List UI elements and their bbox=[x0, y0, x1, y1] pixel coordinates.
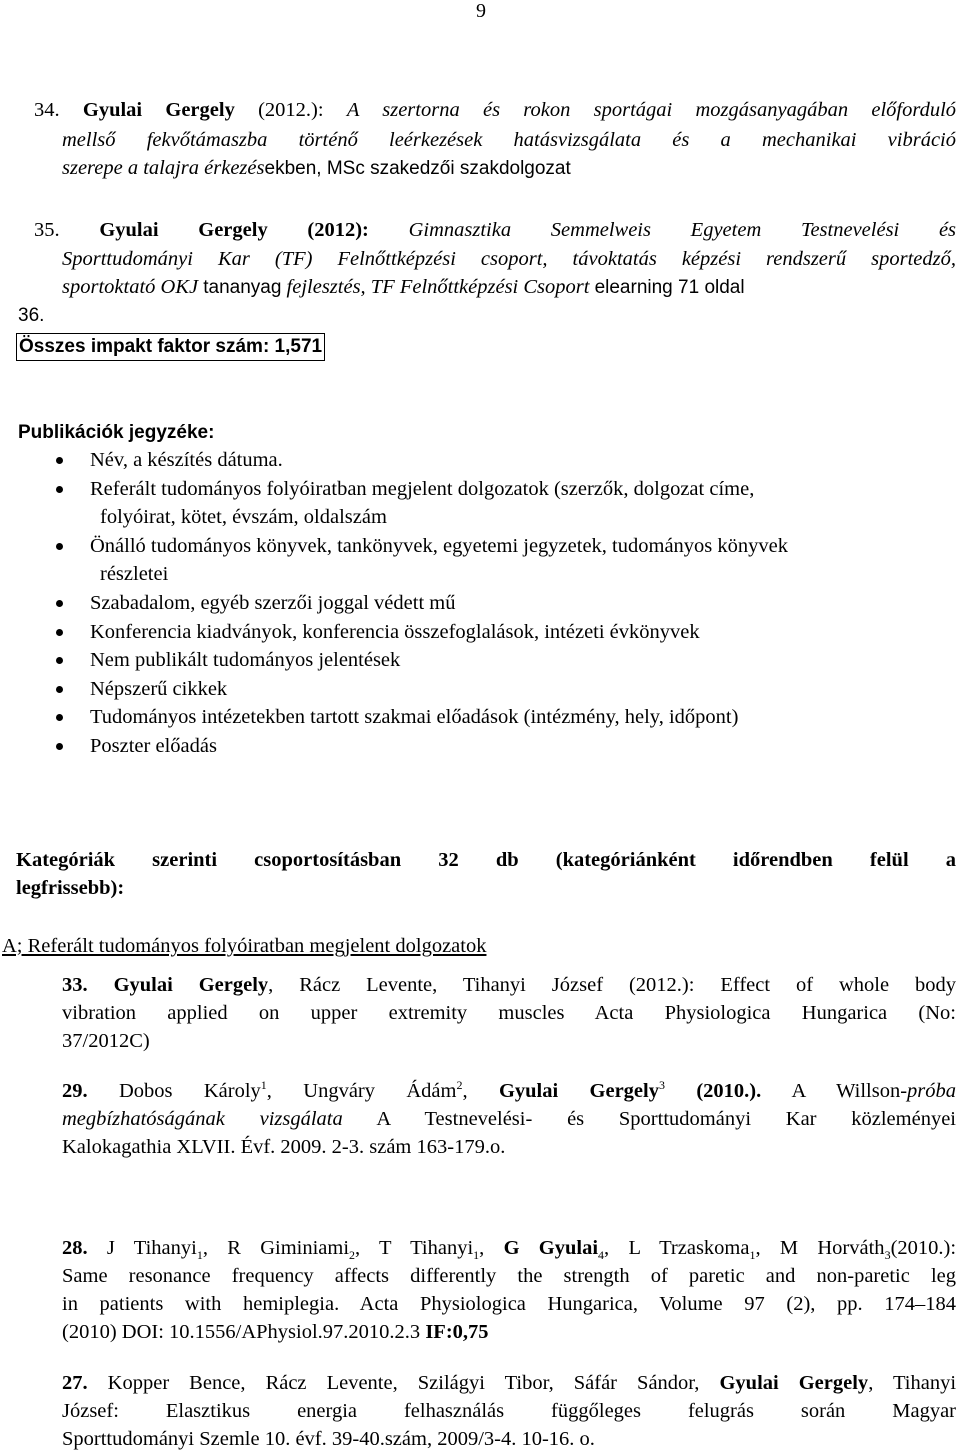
author: Gyulai Gergely bbox=[719, 1372, 869, 1394]
author: , M Horváth bbox=[755, 1237, 885, 1259]
bullet-icon bbox=[56, 743, 63, 750]
bullet-icon bbox=[56, 629, 63, 636]
pub-text: 37/2012C) bbox=[62, 1030, 150, 1052]
bullet-icon bbox=[56, 686, 63, 693]
pub-text: Kalokagathia XLVII. Évf. 2009. 2-3. szám 163-179.o. bbox=[62, 1136, 506, 1158]
page-number: 9 bbox=[476, 0, 486, 22]
year: (2010.): bbox=[890, 1237, 957, 1259]
pub-text: in patients with hemiplegia. Acta Physiologica Hungarica, Volume 97 (2), pp. 174–184 bbox=[62, 1293, 956, 1315]
bullet-icon bbox=[56, 714, 63, 721]
affiliation: 3 bbox=[658, 1078, 665, 1093]
affiliation: 1 bbox=[260, 1078, 267, 1093]
item-text: Referált tudományos folyóiratban megjelent dolgozatok (szerzők, dolgozat címe, bbox=[90, 477, 755, 500]
list-item bbox=[16, 675, 916, 704]
list-item bbox=[16, 703, 916, 732]
list-item bbox=[16, 532, 916, 589]
list-item bbox=[16, 589, 916, 618]
categories-line: legfrissebb): bbox=[16, 877, 125, 899]
title-line: szerepe a talajra érkezés bbox=[62, 157, 265, 179]
publication-28 bbox=[62, 1234, 956, 1346]
entry-35 bbox=[34, 216, 956, 244]
title-line-plain: tananyag bbox=[203, 277, 282, 298]
pub-number: 29. bbox=[62, 1080, 88, 1102]
bullet-icon bbox=[56, 600, 63, 607]
item-text-cont: részletei bbox=[100, 563, 169, 586]
item-text: Poszter előadás bbox=[90, 734, 217, 757]
affiliation: 1 bbox=[749, 1248, 756, 1263]
author: J Tihanyi bbox=[106, 1237, 197, 1259]
section-a-heading: A; Referált tudományos folyóiratban megjelent dolgozatok bbox=[2, 935, 487, 957]
author: Gyulai Gergely bbox=[113, 974, 269, 996]
author: Gyulai Gergely bbox=[498, 1080, 659, 1102]
pub-text: Sporttudományi Szemle 10. évf. 39-40.szám, 2009/3-4. 10-16. o. bbox=[62, 1428, 595, 1450]
title: Gimnasztika Semmelweis Egyetem Testnevelési és bbox=[408, 219, 957, 241]
year: (2012): bbox=[307, 219, 369, 241]
impact-factor: IF:0,75 bbox=[425, 1321, 489, 1343]
bullet-icon bbox=[56, 543, 63, 550]
author: Gyulai Gergely bbox=[99, 219, 268, 241]
entry-number: 34. bbox=[34, 99, 60, 121]
list-item bbox=[16, 475, 916, 532]
title-line: sportoktató OKJ bbox=[62, 276, 199, 298]
affiliation: 3 bbox=[884, 1248, 891, 1263]
list-item bbox=[16, 732, 916, 761]
entry-number: 35. bbox=[34, 219, 60, 241]
item-text: Népszerű cikkek bbox=[90, 677, 228, 700]
affiliation: 1 bbox=[473, 1248, 480, 1263]
title-line: fejlesztés, TF Felnőttképzési Csoport bbox=[286, 276, 590, 298]
pub-title: próba bbox=[907, 1080, 957, 1102]
pub-text: József: Elasztikus energia felhasználás függőleges felugrás során Magyar bbox=[62, 1400, 956, 1422]
author: Gyulai Gergely bbox=[82, 99, 235, 121]
bullet-icon bbox=[56, 486, 63, 493]
publication-27 bbox=[62, 1369, 956, 1453]
item-text: Nem publikált tudományos jelentések bbox=[90, 649, 401, 672]
year: (2010.). bbox=[664, 1080, 762, 1102]
pub-text: A Testnevelési- és Sporttudományi Kar közleményei bbox=[376, 1108, 956, 1130]
bullet-icon bbox=[56, 457, 63, 464]
publication-types-list bbox=[16, 446, 916, 761]
pub-number: 33. bbox=[62, 974, 88, 996]
pub-title: megbízhatóságának vizsgálata bbox=[62, 1108, 343, 1130]
item-text: Név, a készítés dátuma. bbox=[90, 449, 283, 471]
list-item bbox=[16, 446, 916, 475]
author: Kopper Bence, Rácz Levente, Szilágyi Tibor, Sáfár Sándor, bbox=[107, 1372, 700, 1394]
author: , Ungváry Ádám bbox=[266, 1080, 457, 1102]
author: Dobos Károly bbox=[118, 1080, 261, 1102]
author: , T Tihanyi bbox=[355, 1237, 474, 1259]
publications-heading: Publikációk jegyzéke: bbox=[18, 422, 215, 443]
year: (2012.): bbox=[258, 99, 324, 121]
bullet-icon bbox=[56, 657, 63, 664]
title-line: mellső fekvőtámaszba történő leérkezések hatásvizsgálata és a mechanikai vibráció bbox=[62, 129, 956, 151]
affiliation: 1 bbox=[196, 1248, 203, 1263]
separator: , bbox=[479, 1237, 504, 1259]
item-text: Szabadalom, egyéb szerzői joggal védett mű bbox=[90, 591, 456, 614]
author: G Gyulai bbox=[503, 1237, 599, 1259]
pub-text: vibration applied on upper extremity muscles Acta Physiologica Hungarica (No: bbox=[62, 1002, 956, 1024]
title-line-plain: elearning 71 oldal bbox=[594, 277, 745, 298]
author: , Tihanyi bbox=[868, 1372, 957, 1394]
item-text: Tudományos intézetekben tartott szakmai előadások (intézmény, hely, időpont) bbox=[90, 706, 739, 729]
affiliation: 2 bbox=[456, 1078, 463, 1093]
title: A szertorna és rokon sportágai mozgásanyagában előforduló bbox=[346, 99, 957, 121]
publication-33 bbox=[62, 971, 956, 1055]
pub-title: A Willson- bbox=[791, 1080, 908, 1102]
pub-text: , Rácz Levente, Tihanyi József (2012.): Effect of whole body bbox=[268, 974, 957, 996]
pub-text: Same resonance frequency affects differently the strength of paretic and non-paretic leg bbox=[62, 1265, 956, 1287]
categories-heading bbox=[16, 846, 956, 902]
item-text: Önálló tudományos könyvek, tankönyvek, egyetemi jegyzetek, tudományos könyvek bbox=[90, 534, 788, 557]
affiliation: 4 bbox=[598, 1248, 605, 1263]
separator: , bbox=[462, 1080, 499, 1102]
categories-line: Kategóriák szerinti csoportosításban 32 db (kategóriánként időrendben felül a bbox=[16, 849, 956, 871]
publication-29 bbox=[62, 1077, 956, 1161]
pub-doi: (2010) DOI: 10.1556/APhysiol.97.2010.2.3 bbox=[62, 1321, 421, 1343]
impact-factor-total: Összes impakt faktor szám: 1,571 bbox=[16, 333, 325, 361]
affiliation: 2 bbox=[349, 1248, 356, 1263]
title-line-rest: ekben, MSc szakedzői szakdolgozat bbox=[264, 158, 571, 179]
item-text: Konferencia kiadványok, konferencia összefoglalások, intézeti évkönyvek bbox=[90, 620, 700, 643]
entry-36: 36. bbox=[18, 305, 45, 326]
title-line: Sporttudományi Kar (TF) Felnőttképzési csoport, távoktatás képzési rendszerű sportedző, bbox=[62, 248, 956, 270]
entry-34 bbox=[34, 96, 956, 124]
author: , R Giminiami bbox=[202, 1237, 350, 1259]
list-item bbox=[16, 618, 916, 647]
pub-number: 28. bbox=[62, 1237, 88, 1259]
pub-number: 27. bbox=[62, 1372, 88, 1394]
item-text-cont: folyóirat, kötet, évszám, oldalszám bbox=[100, 506, 387, 529]
list-item bbox=[16, 646, 916, 675]
author: , L Trzaskoma bbox=[604, 1237, 750, 1259]
